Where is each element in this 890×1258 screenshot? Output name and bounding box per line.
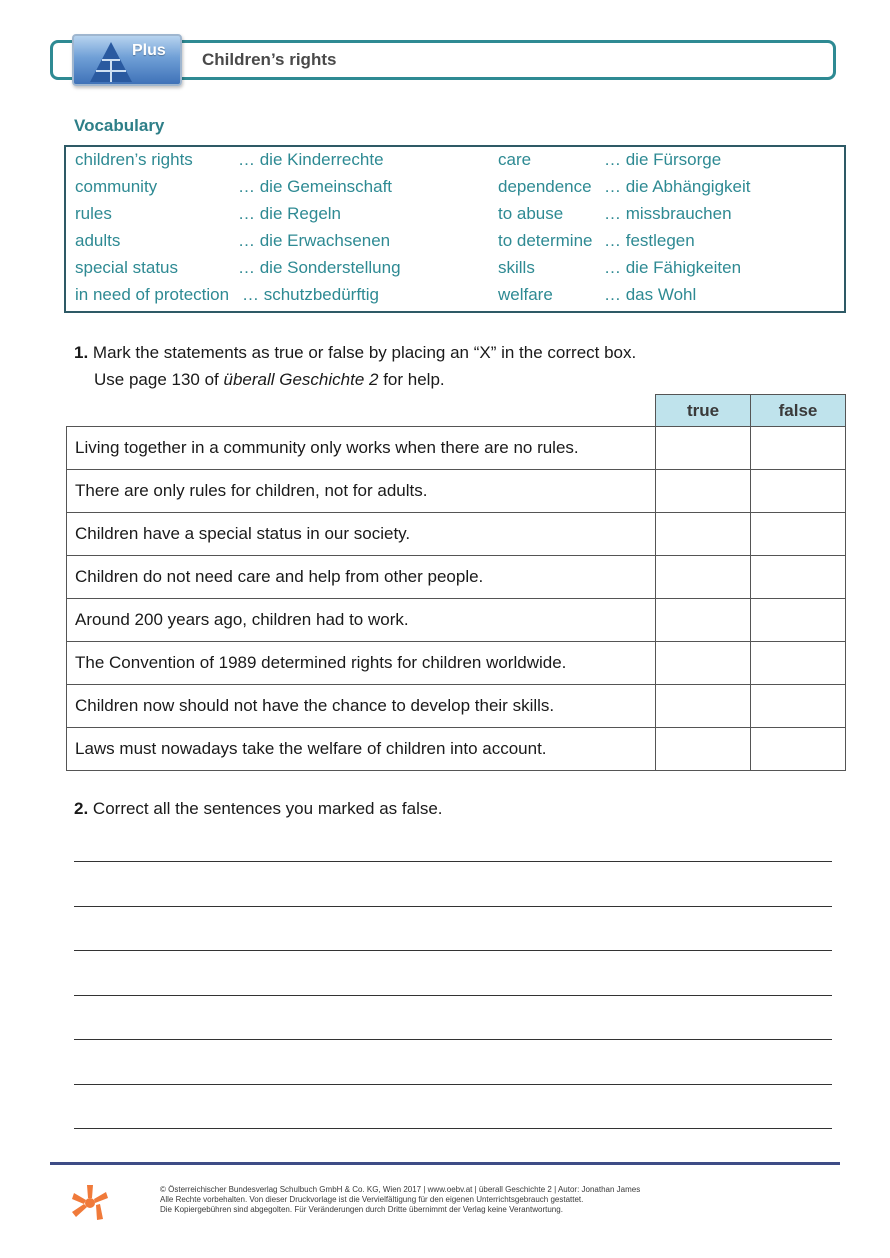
vocab-term-de: … die Kinderrechte [238,150,384,169]
vocab-term-de: … das Wohl [604,285,697,304]
task2-text: Correct all the sentences you marked as false. [92,799,443,818]
vocab-row [66,204,846,231]
task1-line1: Mark the statements as true or false by placing an “X” in the correct box. [92,343,637,362]
true-checkbox[interactable] [656,427,751,470]
true-checkbox[interactable] [656,599,751,642]
pyramid-icon [88,40,134,84]
footer-divider [50,1162,840,1165]
column-header-true: true [656,395,751,427]
true-checkbox[interactable] [656,556,751,599]
vocab-term-de: … die Erwachsenen [238,231,391,250]
vocab-term-en: in need of protection [75,285,230,304]
table-row [67,470,846,513]
vocabulary-heading: Vocabulary [74,116,165,135]
writing-line[interactable] [74,995,832,996]
vocab-term-de: … die Gemeinschaft [238,177,393,196]
vocab-term-de: … die Fähigkeiten [604,258,742,277]
publisher-logo-icon [70,1183,110,1223]
vocab-term-en: to abuse [498,204,564,223]
statement: Children do not need care and help from other people. [67,556,656,599]
task1-number: 1. [74,343,89,362]
vocab-term-en: special status [75,258,178,277]
vocab-term-en: rules [75,204,112,223]
table-header-blank [67,395,656,427]
statement: Children now should not have the chance to develop their skills. [67,685,656,728]
true-checkbox[interactable] [656,642,751,685]
vocab-row [66,150,846,177]
false-checkbox[interactable] [751,642,846,685]
vocab-term-de: … missbrauchen [604,204,732,223]
table-row [67,728,846,771]
false-checkbox[interactable] [751,556,846,599]
vocab-term-de: … die Fürsorge [604,150,722,169]
false-checkbox[interactable] [751,685,846,728]
statement: There are only rules for children, not for adults. [67,470,656,513]
vocab-row [66,285,846,312]
vocabulary-box [64,145,846,313]
footer-line: © Österreichischer Bundesverlag Schulbuch GmbH & Co. KG, Wien 2017 | www.oebv.at | überall Geschichte 2 | Autor: Jonathan James [160,1185,641,1194]
statement: Children have a special status in our society. [67,513,656,556]
vocab-term-en: adults [75,231,121,250]
statement: Around 200 years ago, children had to work. [67,599,656,642]
table-row [67,599,846,642]
false-checkbox[interactable] [751,427,846,470]
page-title: Children’s rights [202,50,337,69]
writing-line[interactable] [74,1128,832,1129]
vocab-term-en: to determine [498,231,593,250]
footer-line: Die Kopiergebühren sind abgegolten. Für Veränderungen durch Dritte übernimmt der Verlag keine Verantwortung. [160,1205,563,1214]
footer-line: Alle Rechte vorbehalten. Von dieser Druckvorlage ist die Vervielfältigung für den eigenen Unterrichtsgebrauch gestattet. [160,1195,584,1204]
false-checkbox[interactable] [751,470,846,513]
task2-instruction [74,795,443,822]
vocab-term-de: … die Abhängigkeit [604,177,751,196]
vocab-term-de: … die Sonderstellung [238,258,401,277]
writing-line[interactable] [74,950,832,951]
table-row [67,685,846,728]
logo-label: Plus [132,42,166,59]
footer-copyright [160,1185,640,1215]
vocab-row [66,231,846,258]
writing-line[interactable] [74,906,832,907]
true-checkbox[interactable] [656,513,751,556]
task1-line2-pre: Use page 130 of [94,370,224,389]
table-row [67,513,846,556]
vocab-term-en: care [498,150,532,169]
statement: The Convention of 1989 determined rights for children worldwide. [67,642,656,685]
table-row [67,556,846,599]
table-row [67,427,846,470]
vocab-term-en: dependence [498,177,592,196]
true-checkbox[interactable] [656,728,751,771]
false-checkbox[interactable] [751,513,846,556]
false-checkbox[interactable] [751,599,846,642]
vocab-row [66,177,846,204]
writing-line[interactable] [74,1039,832,1040]
true-checkbox[interactable] [656,470,751,513]
vocab-term-en: welfare [498,285,553,304]
task1-instruction [74,339,636,393]
vocab-term-en: community [75,177,158,196]
statement: Laws must nowadays take the welfare of children into account. [67,728,656,771]
false-checkbox[interactable] [751,728,846,771]
writing-line[interactable] [74,1084,832,1085]
vocab-term-de: … festlegen [604,231,695,250]
true-checkbox[interactable] [656,685,751,728]
task2-number: 2. [74,799,89,818]
book-title: überall Geschichte 2 [223,370,379,389]
task1-line2-post: for help. [378,370,445,389]
column-header-false: false [751,395,846,427]
vocab-term-de: … schutzbedürftig [242,285,380,304]
statement: Living together in a community only works when there are no rules. [67,427,656,470]
vocab-term-de: … die Regeln [238,204,342,223]
vocab-row [66,258,846,285]
true-false-table [66,394,846,771]
vocab-term-en: skills [498,258,535,277]
vocab-term-en: children’s rights [75,150,193,169]
table-row [67,642,846,685]
plus-logo [72,34,182,86]
writing-line[interactable] [74,861,832,862]
